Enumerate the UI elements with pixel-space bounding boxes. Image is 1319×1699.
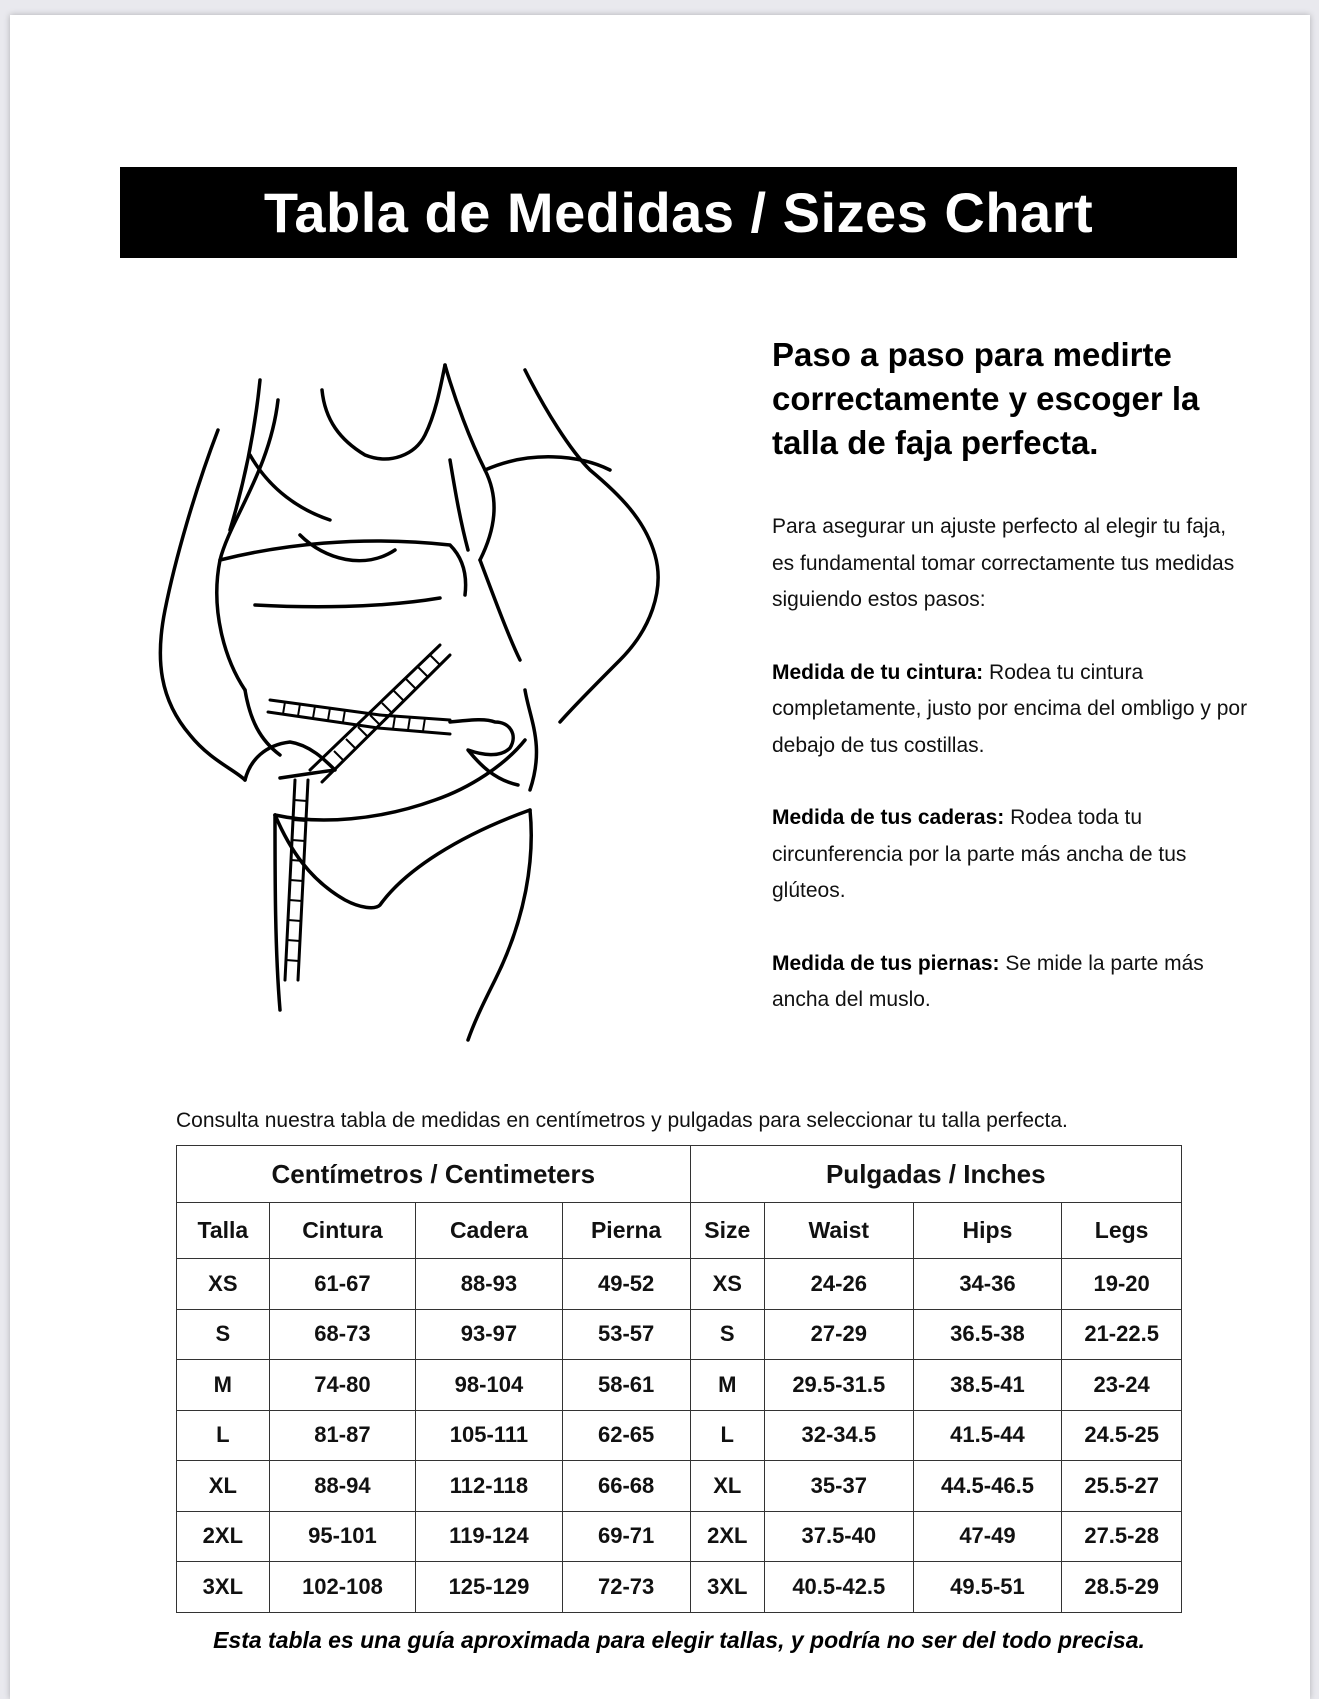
table-cell: 23-24 xyxy=(1062,1360,1182,1411)
table-cell: 102-108 xyxy=(269,1562,416,1613)
table-group-header-row xyxy=(177,1146,1182,1203)
table-cell: 2XL xyxy=(177,1511,270,1562)
table-cell: 72-73 xyxy=(562,1562,690,1613)
table-cell: 41.5-44 xyxy=(913,1410,1062,1461)
step-legs xyxy=(772,946,1252,1019)
table-cell: 25.5-27 xyxy=(1062,1461,1182,1512)
table-cell: 28.5-29 xyxy=(1062,1562,1182,1613)
table-row xyxy=(177,1461,1182,1512)
table-cell: L xyxy=(690,1410,764,1461)
table-cell: S xyxy=(690,1309,764,1360)
table-cell: 74-80 xyxy=(269,1360,416,1411)
table-cell: 24.5-25 xyxy=(1062,1410,1182,1461)
table-cell: 37.5-40 xyxy=(764,1511,913,1562)
table-cell: 93-97 xyxy=(416,1309,563,1360)
table-cell: 53-57 xyxy=(562,1309,690,1360)
step-hips-text: Rodea toda tu circunferencia por la parte más ancha de tus glúteos. xyxy=(772,806,1187,902)
column-header: Legs xyxy=(1062,1203,1182,1259)
table-cell: M xyxy=(177,1360,270,1411)
step-waist-label: Medida de tu cintura: xyxy=(772,660,984,684)
table-cell: 3XL xyxy=(690,1562,764,1613)
table-cell: XS xyxy=(177,1259,270,1310)
table-cell: XL xyxy=(177,1461,270,1512)
table-row xyxy=(177,1562,1182,1613)
column-header: Hips xyxy=(913,1203,1062,1259)
table-cell: 3XL xyxy=(177,1562,270,1613)
centimeters-group-header: Centímetros / Centimeters xyxy=(177,1146,691,1203)
step-hips xyxy=(772,800,1252,910)
table-row xyxy=(177,1259,1182,1310)
table-cell: M xyxy=(690,1360,764,1411)
table-cell: 32-34.5 xyxy=(764,1410,913,1461)
table-row xyxy=(177,1360,1182,1411)
measuring-woman-illustration xyxy=(150,360,740,1065)
table-cell: 125-129 xyxy=(416,1562,563,1613)
table-cell: 35-37 xyxy=(764,1461,913,1512)
body-outline-drawing xyxy=(150,360,740,1065)
table-row xyxy=(177,1309,1182,1360)
column-header: Cintura xyxy=(269,1203,416,1259)
table-cell: 112-118 xyxy=(416,1461,563,1512)
table-row xyxy=(177,1511,1182,1562)
table-cell: 24-26 xyxy=(764,1259,913,1310)
table-cell: XS xyxy=(690,1259,764,1310)
table-cell: 88-94 xyxy=(269,1461,416,1512)
table-cell: 69-71 xyxy=(562,1511,690,1562)
table-cell: 19-20 xyxy=(1062,1259,1182,1310)
table-row xyxy=(177,1410,1182,1461)
measurement-instructions xyxy=(772,509,1252,1055)
column-header: Waist xyxy=(764,1203,913,1259)
table-cell: 49-52 xyxy=(562,1259,690,1310)
step-waist-text: Rodea tu cintura completamente, justo por encima del ombligo y por debajo de tus costillas. xyxy=(772,660,1248,757)
table-cell: 66-68 xyxy=(562,1461,690,1512)
step-waist xyxy=(772,655,1252,765)
table-cell: 81-87 xyxy=(269,1410,416,1461)
table-cell: 34-36 xyxy=(913,1259,1062,1310)
table-cell: L xyxy=(177,1410,270,1461)
step-hips-label: Medida de tus caderas: xyxy=(772,806,1005,829)
table-cell: 21-22.5 xyxy=(1062,1309,1182,1360)
page-sheet xyxy=(10,15,1310,1699)
table-column-header-row xyxy=(177,1203,1182,1259)
intro-lead: Para asegurar un ajuste perfecto al elegir tu faja, es fundamental tomar correctamente tus medidas siguiendo estos pasos: xyxy=(772,515,1235,611)
table-cell: 105-111 xyxy=(416,1410,563,1461)
table-cell: 27.5-28 xyxy=(1062,1511,1182,1562)
column-header: Cadera xyxy=(416,1203,563,1259)
column-header: Size xyxy=(690,1203,764,1259)
inches-group-header: Pulgadas / Inches xyxy=(690,1146,1181,1203)
table-cell: 47-49 xyxy=(913,1511,1062,1562)
table-cell: XL xyxy=(690,1461,764,1512)
table-cell: 49.5-51 xyxy=(913,1562,1062,1613)
table-cell: 68-73 xyxy=(269,1309,416,1360)
table-cell: 27-29 xyxy=(764,1309,913,1360)
table-cell: 58-61 xyxy=(562,1360,690,1411)
table-cell: 119-124 xyxy=(416,1511,563,1562)
table-cell: 29.5-31.5 xyxy=(764,1360,913,1411)
step-legs-label: Medida de tus piernas: xyxy=(772,951,1000,975)
column-header: Talla xyxy=(177,1203,270,1259)
disclaimer-note: Esta tabla es una guía aproximada para elegir tallas, y podría no ser del todo precisa. xyxy=(213,1627,1145,1653)
table-cell: 36.5-38 xyxy=(913,1309,1062,1360)
table-cell: S xyxy=(177,1309,270,1360)
sizes-table xyxy=(176,1145,1182,1613)
table-cell: 44.5-46.5 xyxy=(913,1461,1062,1512)
step-legs-text: Se mide la parte más ancha del muslo. xyxy=(772,951,1204,1011)
table-cell: 98-104 xyxy=(416,1360,563,1411)
page-title: Tabla de Medidas / Sizes Chart xyxy=(120,167,1237,258)
table-cell: 95-101 xyxy=(269,1511,416,1562)
table-cell: 62-65 xyxy=(562,1410,690,1461)
table-cell: 38.5-41 xyxy=(913,1360,1062,1411)
table-cell: 40.5-42.5 xyxy=(764,1562,913,1613)
column-header: Pierna xyxy=(562,1203,690,1259)
intro-heading: Paso a paso para medirte correctamente y escoger la talla de faja perfecta. xyxy=(772,336,1200,461)
table-cell: 61-67 xyxy=(269,1259,416,1310)
table-intro-text: Consulta nuestra tabla de medidas en centímetros y pulgadas para seleccionar tu talla perfecta. xyxy=(176,1109,1068,1132)
table-cell: 88-93 xyxy=(416,1259,563,1310)
table-cell: 2XL xyxy=(690,1511,764,1562)
